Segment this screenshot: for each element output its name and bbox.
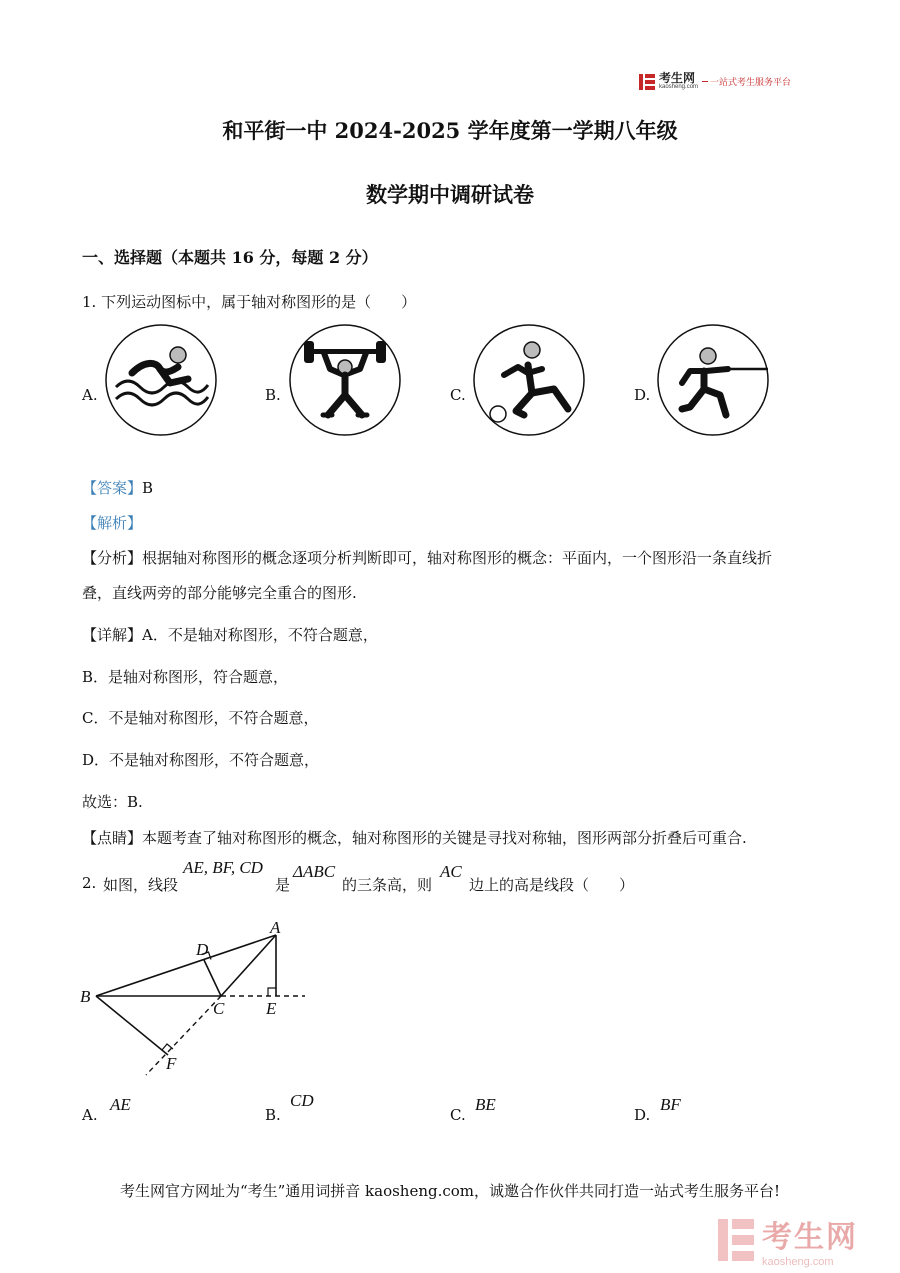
segment-cd bbox=[204, 960, 221, 996]
right-angle-e bbox=[268, 988, 276, 996]
logo-name: 考生网 bbox=[659, 71, 696, 85]
footer-watermark bbox=[716, 1212, 858, 1268]
q2-num: 2. bbox=[82, 874, 97, 892]
q2-math-triangle: ΔABC bbox=[293, 862, 336, 881]
comment-line: 【点睛】本题考查了轴对称图形的概念，轴对称图形的关键是寻找对称轴，图形两部分折叠后可重合. bbox=[82, 829, 747, 847]
segment-cf bbox=[146, 996, 221, 1075]
q2-option-b-label: B. bbox=[265, 1106, 281, 1124]
q1-option-b-label: B. bbox=[265, 386, 281, 404]
watermark-logo-icon bbox=[716, 1217, 756, 1263]
q2-text-4: 边上的高是线段（ ） bbox=[469, 876, 635, 894]
q2-option-c-value[interactable]: BE bbox=[475, 1095, 496, 1114]
q2-math-segments: AE, BF, CD bbox=[183, 858, 263, 877]
q1-answer bbox=[82, 478, 153, 498]
q2-math-side: AC bbox=[440, 862, 462, 881]
fenxi-line2: 叠，直线两旁的部分能够完全重合的图形. bbox=[82, 584, 357, 602]
q2-option-a-value[interactable]: AE bbox=[110, 1095, 131, 1114]
label-c: C bbox=[213, 999, 225, 1018]
label-f: F bbox=[166, 1054, 177, 1073]
q2-option-c-label: C. bbox=[450, 1106, 466, 1124]
q2-text-3: 的三条高，则 bbox=[342, 876, 433, 894]
exam-title-line1: 和平街一中 2024-2025 学年度第一学期八年级 bbox=[222, 118, 678, 143]
answer-value: B bbox=[142, 479, 154, 497]
detail-line3: C．不是轴对称图形，不符合题意， bbox=[82, 709, 319, 727]
section-heading: 一、选择题（本题共 16 分，每题 2 分） bbox=[82, 248, 378, 267]
detail-line2: B．是轴对称图形，符合题意， bbox=[82, 668, 289, 686]
q2-option-d-label: D. bbox=[634, 1106, 651, 1124]
watermark-name: 考生网 bbox=[762, 1220, 858, 1255]
q2-option-d-value[interactable]: BF bbox=[660, 1095, 681, 1114]
footer-notice: 考生网官方网址为“考生”通用词拼音 kaosheng.com，诚邀合作伙伴共同打造一站式考生服务平台! bbox=[119, 1182, 781, 1200]
logo-slogan: 一站式考生服务平台 bbox=[710, 78, 792, 88]
segment-bf bbox=[96, 996, 168, 1055]
q1-stem: 1. 下列运动图标中，属于轴对称图形的是（ ） bbox=[82, 293, 417, 311]
label-d: D bbox=[196, 940, 209, 959]
q2-text-1: 如图，线段 bbox=[103, 876, 179, 894]
q2-text-2: 是 bbox=[275, 876, 291, 894]
q1-option-d-label: D. bbox=[634, 386, 651, 404]
label-a: A bbox=[270, 918, 281, 937]
kaosheng-logo-icon bbox=[638, 73, 656, 91]
fenxi-line1: 【分析】根据轴对称图形的概念逐项分析判断即可，轴对称图形的概念：平面内，一个图形沿一条直线折 bbox=[82, 549, 773, 567]
q2-option-a-label: A. bbox=[82, 1106, 98, 1124]
q1-option-a-label: A. bbox=[82, 386, 98, 404]
label-b: B bbox=[80, 987, 91, 1006]
choose-line: 故选：B. bbox=[82, 793, 143, 811]
soccer-icon[interactable] bbox=[472, 323, 586, 437]
detail-line4: D．不是轴对称图形，不符合题意， bbox=[82, 751, 320, 769]
exam-title-line2: 数学期中调研试卷 bbox=[366, 182, 534, 207]
analysis-label: 【解析】 bbox=[82, 514, 143, 532]
q1-option-c-label: C. bbox=[450, 386, 466, 404]
weightlifting-icon[interactable] bbox=[288, 323, 402, 437]
q2-option-b-value[interactable]: CD bbox=[290, 1091, 314, 1110]
header-logo[interactable] bbox=[638, 72, 791, 91]
answer-label: 【答案】 bbox=[82, 479, 143, 497]
label-e: E bbox=[266, 999, 277, 1018]
triangle-figure bbox=[76, 915, 316, 1080]
logo-domain: kaosheng.com bbox=[659, 84, 699, 90]
swimming-icon[interactable] bbox=[104, 323, 218, 437]
fencing-icon[interactable] bbox=[656, 323, 770, 437]
watermark-domain: kaosheng.com bbox=[762, 1256, 834, 1268]
detail-line1: 【详解】A．不是轴对称图形，不符合题意， bbox=[82, 626, 378, 644]
